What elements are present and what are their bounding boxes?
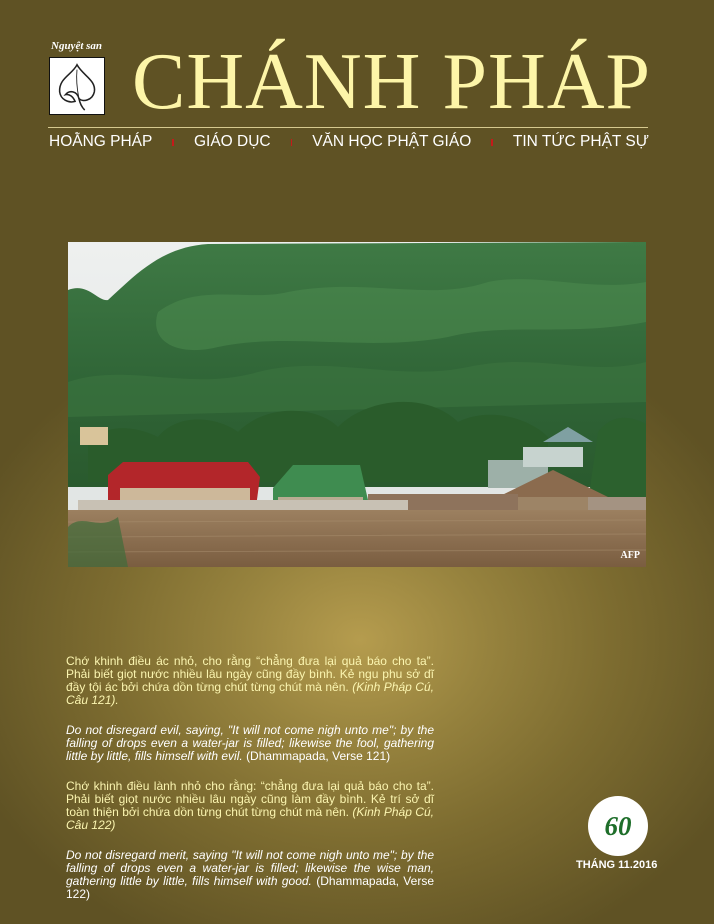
quote-en-121 xyxy=(66,724,434,763)
quote-vi-122 xyxy=(66,780,434,832)
quote-source: (Dhammapada, Verse 122) xyxy=(66,874,434,901)
section-van-hoc: VĂN HỌC PHẬT GIÁO xyxy=(312,133,472,150)
separator-square-icon xyxy=(491,139,493,146)
lotus-leaf-logo xyxy=(49,57,105,115)
quote-text: Do not disregard evil, saying, "It will not come nigh unto me"; by the falling of drops even a water-jar is filled; likewise the fool, gathering little by little, fills himself with evil. xyxy=(66,723,434,763)
quote-en-122 xyxy=(66,849,434,901)
masthead-kicker: Nguyệt san xyxy=(51,40,103,52)
photo-credit: AFP xyxy=(620,550,640,561)
section-hoang-phap: HOẰNG PHÁP xyxy=(49,133,153,150)
magazine-title: CHÁNH PHÁP xyxy=(132,38,651,126)
quote-text: Do not disregard merit, saying "It will not come nigh unto me"; by the falling of drops even a water-jar is filled; likewise the wise man, gathering little by little, fills himself with good. xyxy=(66,848,434,888)
bodhi-leaf-icon xyxy=(50,58,104,114)
issue-number: 60 xyxy=(604,810,632,841)
quote-source: (Kinh Pháp Cú, Câu 122) xyxy=(66,805,434,832)
issue-date: THÁNG 11.2016 xyxy=(576,859,658,871)
quote-text: Chớ khinh điều ác nhỏ, cho rằng “chẳng đưa lại quả báo cho ta”. Phải biết giọt nước nhiều lâu ngày cũng đầy bình. Kẻ ngu phu sở dĩ đầy tội ác bởi chứa dồn từng chút từng chút mà nên. xyxy=(66,654,434,694)
quote-text: Chớ khinh điều lành nhỏ cho rằng: “chẳng đưa lại quả báo cho ta”. Phải biết giọt nước nhiều lâu ngày cũng làm đầy bình. Kẻ trí sở dĩ toàn thiện bởi chứa dồn từng chút từng chút mà nên. xyxy=(66,779,434,819)
quote-source: (Dhammapada, Verse 121) xyxy=(246,749,391,763)
section-giao-duc: GIÁO DỤC xyxy=(193,133,271,150)
cover-photo-flood xyxy=(68,242,646,567)
section-nav xyxy=(49,133,649,151)
masthead-divider xyxy=(48,127,648,128)
separator-square-icon xyxy=(291,139,293,146)
issue-number-badge xyxy=(588,796,648,856)
separator-square-icon xyxy=(172,139,174,146)
dhammapada-quotes xyxy=(66,655,434,918)
quote-source: (Kinh Pháp Cú, Câu 121). xyxy=(66,680,434,707)
section-tin-tuc: TIN TỨC PHẬT SỰ xyxy=(512,133,649,150)
quote-vi-121 xyxy=(66,655,434,707)
